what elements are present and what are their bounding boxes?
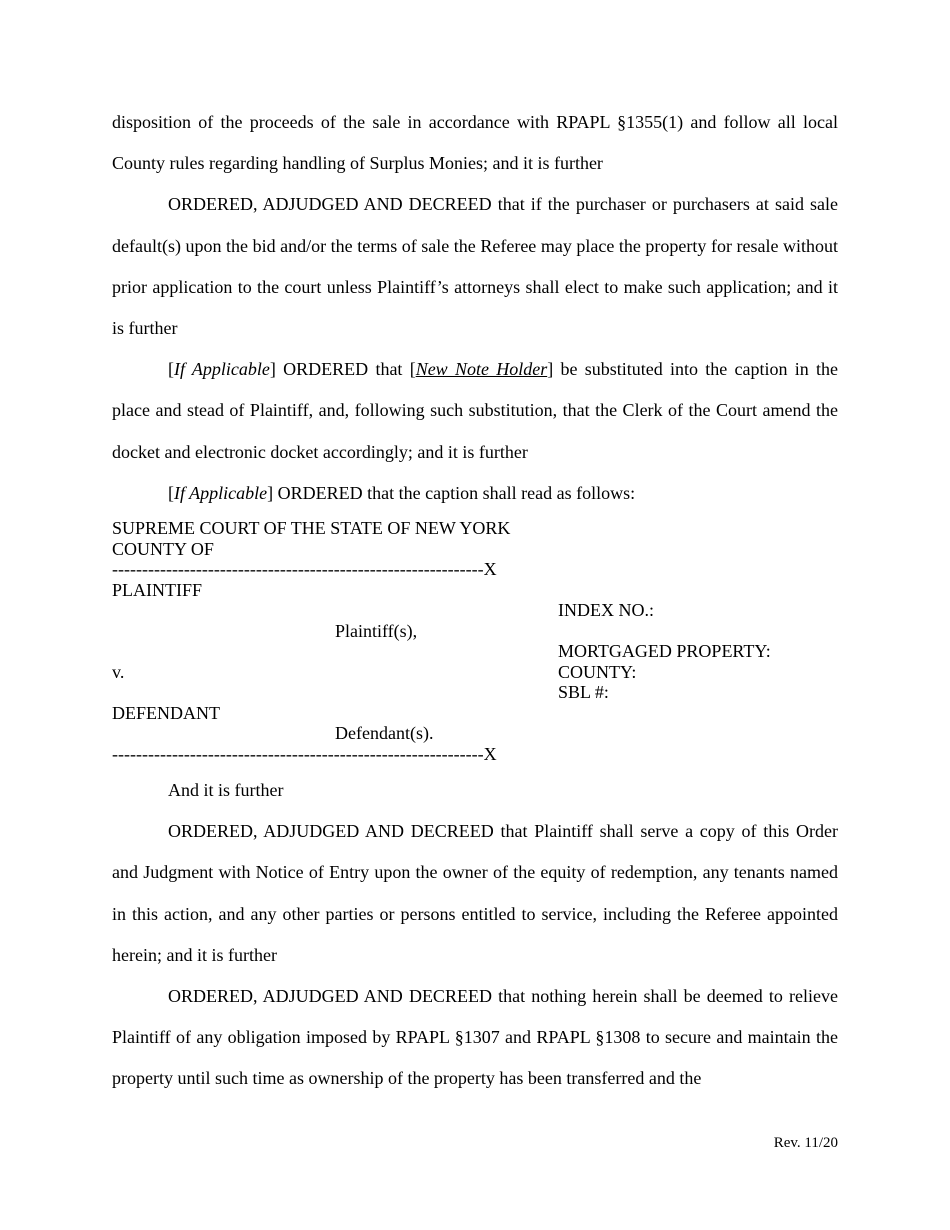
if-applicable-label: If Applicable bbox=[174, 482, 268, 503]
caption-defendant: DEFENDANT bbox=[112, 702, 220, 723]
caption-county-of: COUNTY OF bbox=[112, 538, 214, 559]
if-applicable-label: If Applicable bbox=[174, 359, 270, 380]
paragraph-purchaser-default: ORDERED, ADJUDGED AND DECREED that if the purchaser or purchasers at said sale default(s) upon the bid and/or the terms of sale the Referee may place the property for resale without prior application to the court unless Plaintiff’s attorneys shall elect to make such application; and it is further bbox=[112, 194, 838, 339]
caption-county-label: COUNTY: bbox=[558, 661, 637, 682]
document-page bbox=[112, 102, 838, 1100]
paragraph-proceeds-disposition: disposition of the proceeds of the sale in accordance with RPAPL §1355(1) and follow all local County rules regarding handling of Surplus Monies; and it is further bbox=[112, 112, 838, 174]
caption-divider-bottom: --------------------------------------------------------------X bbox=[112, 743, 497, 764]
paragraph-caption-intro bbox=[112, 473, 838, 514]
caption-plaintiff-role: Plaintiff(s), bbox=[335, 620, 418, 641]
caption-mortgaged-property: MORTGAGED PROPERTY: bbox=[558, 641, 771, 662]
paragraph-service: ORDERED, ADJUDGED AND DECREED that Plaintiff shall serve a copy of this Order and Judgment with Notice of Entry upon the owner of the equity of redemption, any tenants named in this action, and any other parties or persons entitled to service, including the Referee appointed herein; and it is further bbox=[112, 821, 838, 965]
caption-divider-top: --------------------------------------------------------------X bbox=[112, 559, 497, 580]
bracket-open: [ bbox=[168, 359, 174, 380]
new-note-holder-placeholder: New Note Holder bbox=[415, 359, 548, 380]
bracket-open: [ bbox=[168, 482, 174, 503]
paragraph-substitution bbox=[112, 349, 838, 473]
case-caption bbox=[112, 518, 838, 764]
paragraph-obligations: ORDERED, ADJUDGED AND DECREED that nothing herein shall be deemed to relieve Plaintiff of any obligation imposed by RPAPL §1307 and RPAPL §1308 to secure and maintain the property until such time as ownership of the property has been transferred and the bbox=[112, 986, 838, 1089]
caption-intro-text: ] ORDERED that the caption shall read as follows: bbox=[267, 482, 636, 503]
revision-footer: Rev. 11/20 bbox=[773, 1135, 838, 1151]
caption-versus: v. bbox=[112, 661, 125, 682]
caption-defendant-role: Defendant(s). bbox=[335, 723, 434, 744]
caption-index-no: INDEX NO.: bbox=[558, 600, 654, 621]
substitution-text-b: ] be substituted into the caption in the place and stead of Plaintiff, and, following such substitution, that the Clerk of the Court amend the docket and electronic docket accordingly; and it is further bbox=[112, 359, 838, 462]
substitution-text-a: ] ORDERED that [ bbox=[269, 359, 416, 380]
caption-court: SUPREME COURT OF THE STATE OF NEW YORK bbox=[112, 518, 511, 539]
caption-sbl: SBL #: bbox=[558, 682, 609, 703]
paragraph-and-further: And it is further bbox=[168, 780, 284, 801]
caption-plaintiff: PLAINTIFF bbox=[112, 579, 203, 600]
